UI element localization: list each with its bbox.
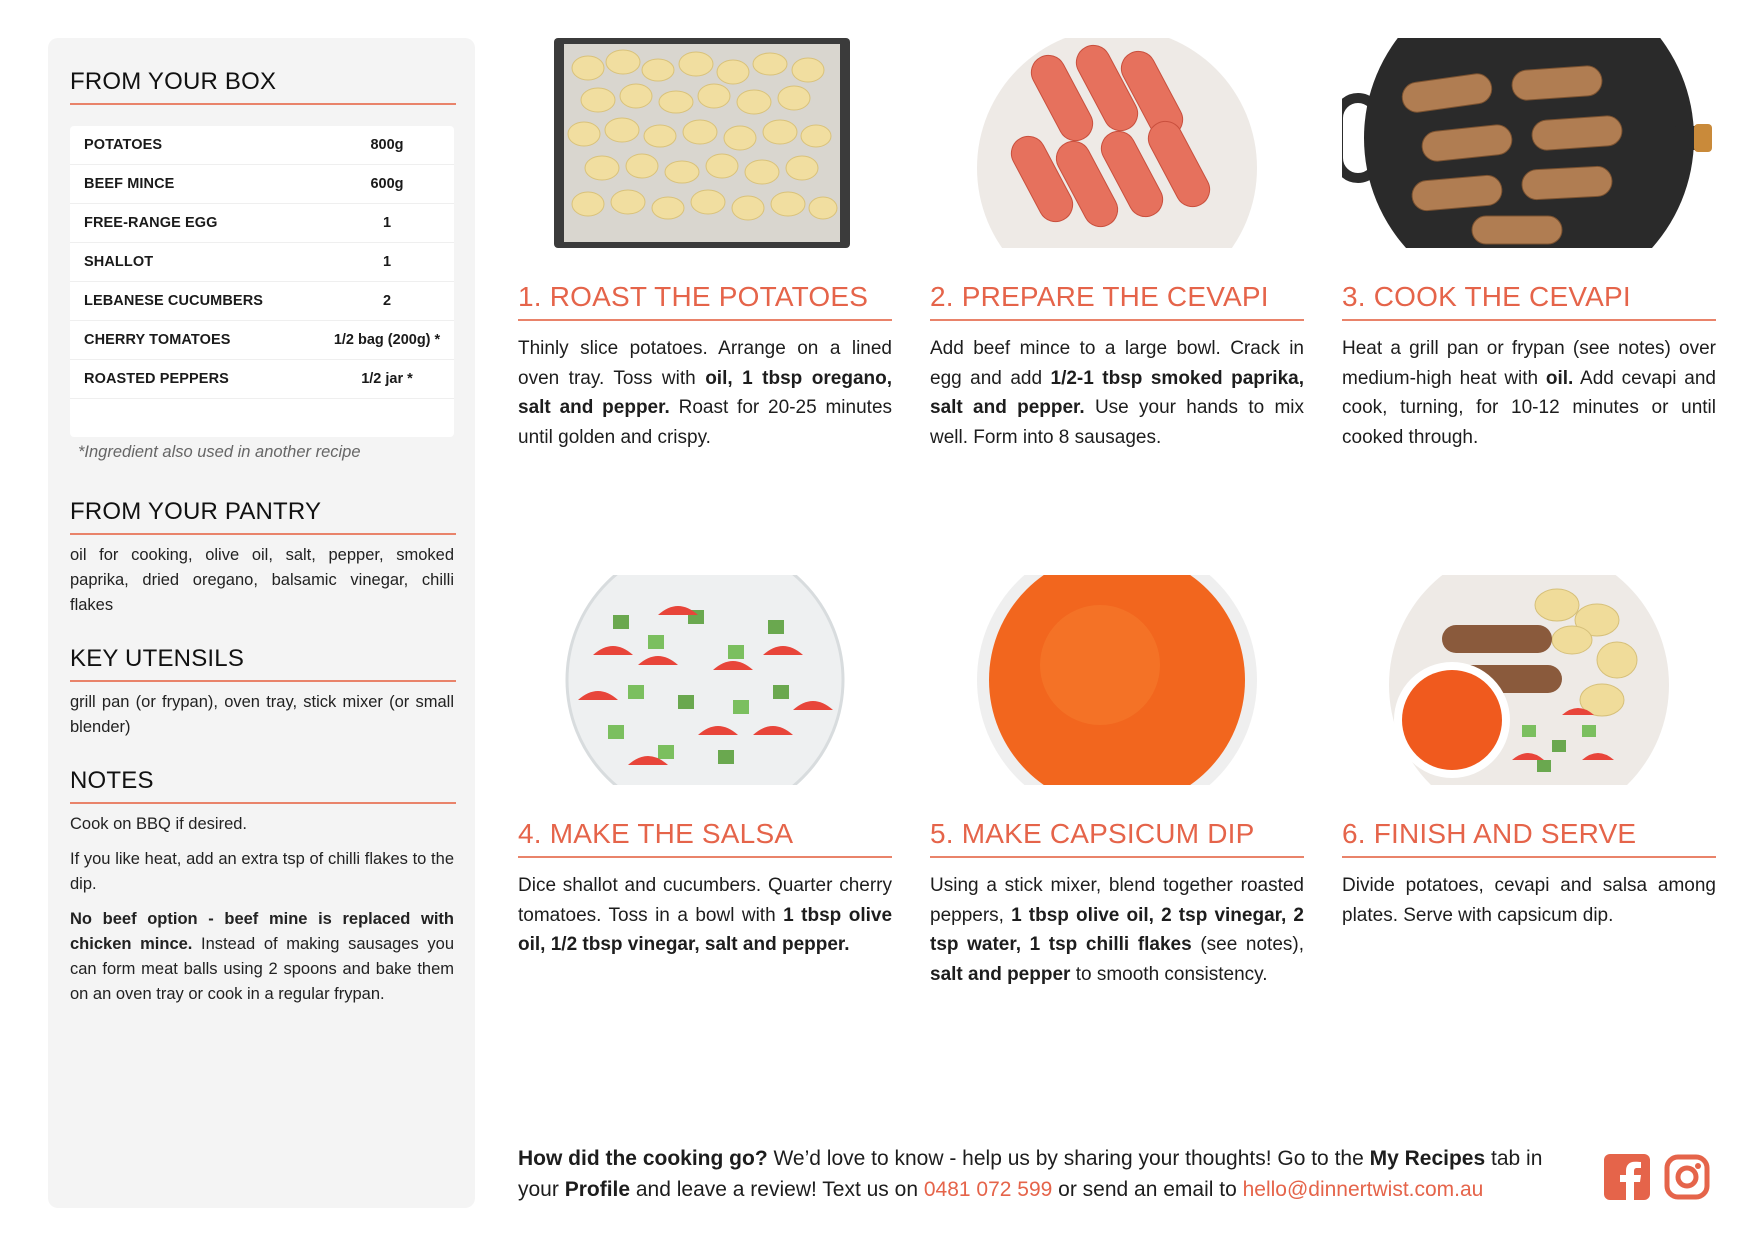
step-title: 5. MAKE CAPSICUM DIP (930, 818, 1304, 858)
ingredient-row (70, 204, 454, 243)
utensils-text: grill pan (or frypan), oven tray, stick mixer (or small blender) (70, 693, 454, 736)
step-text: Add cevapi and cook, turning, for 10-12 minutes or until cooked through. (1342, 367, 1716, 448)
step-body (1342, 871, 1716, 930)
step-text: Dice shallot and cucumbers. Quarter cherry tomatoes. Toss in a bowl with (518, 875, 892, 926)
step-ingredient-highlight: 1 tbsp olive oil, 1/2 tbsp vinegar, salt and pepper. (518, 904, 893, 955)
step-text: Using a stick mixer, blend together roasted peppers, (930, 875, 1304, 926)
potato-tray-photo-icon (518, 38, 892, 248)
step-title: 1. ROAST THE POTATOES (518, 281, 892, 321)
notes-text (70, 812, 454, 1017)
ingredient-qty: 2 (382, 293, 392, 309)
ingredient-name: POTATOES (84, 137, 163, 153)
ingredient-row (70, 321, 454, 360)
ingredient-name: ROASTED PEPPERS (84, 371, 229, 387)
salsa-bowl-photo-icon (518, 575, 892, 785)
step-ingredient-highlight: oil, 1 tbsp oregano, salt and pepper. (518, 367, 893, 418)
ingredient-row (70, 126, 454, 165)
step-body (1342, 334, 1716, 452)
ingredient-row (70, 165, 454, 204)
step-text: Use your hands to mix well. Form into 8 sausages. (930, 397, 1304, 448)
ingredient-row (70, 282, 454, 321)
served-plate-photo-icon (1342, 575, 1716, 785)
notes-title: NOTES (70, 767, 456, 804)
step-title: 4. MAKE THE SALSA (518, 818, 892, 858)
step-body (930, 334, 1304, 452)
ingredients-sidebar (48, 38, 475, 1208)
feedback-text-1: We’d love to know - help us by sharing your thoughts! Go to the (767, 1147, 1370, 1170)
step-ingredient-highlight: 1/2-1 tbsp smoked paprika, salt and pepper. (930, 367, 1304, 418)
feedback-text-3: and leave a review! Text us on (630, 1178, 924, 1201)
ingredient-qty: 800g (370, 137, 404, 153)
email-link[interactable]: hello@dinnertwist.com.au (1242, 1178, 1484, 1201)
step-text: Heat a grill pan or frypan (see notes) over medium-high heat with (1342, 338, 1716, 389)
ingredient-name: LEBANESE CUCUMBERS (84, 293, 264, 309)
ingredient-name: FREE-RANGE EGG (84, 215, 218, 231)
step-title: 3. COOK THE CEVAPI (1342, 281, 1716, 321)
step-text: to smooth consistency. (1070, 963, 1268, 985)
grill-pan-photo-icon (1342, 38, 1716, 248)
capsicum-dip-bowl-photo-icon (930, 575, 1304, 785)
ingredient-name: SHALLOT (84, 254, 154, 270)
feedback-text-2: tab in your (518, 1147, 1543, 1201)
ingredient-qty: 1 (382, 215, 392, 231)
note-no-beef-bold: No beef option - beef mine is replaced with chicken mince. (70, 910, 454, 953)
box-title: FROM YOUR BOX (70, 68, 456, 105)
profile-link[interactable]: Profile (564, 1178, 631, 1201)
step-text: Add beef mince to a large bowl. Crack in egg and add (930, 338, 1304, 389)
step-ingredient-highlight: salt and pepper (930, 963, 1071, 985)
utensils-title: KEY UTENSILS (70, 645, 456, 682)
note-bbq: Cook on BBQ if desired. (70, 815, 248, 833)
ingredients-table (70, 126, 454, 437)
ingredient-footnote: *Ingredient also used in another recipe (78, 443, 361, 461)
ingredient-row-empty (70, 399, 454, 437)
note-no-beef (70, 907, 454, 1007)
step-text: Divide potatoes, cevapi and salsa among plates. Serve with capsicum dip. (1342, 875, 1716, 926)
step-ingredient-highlight: oil. (1545, 367, 1574, 389)
feedback-question: How did the cooking go? (518, 1147, 768, 1170)
ingredient-row (70, 360, 454, 399)
ingredient-name: CHERRY TOMATOES (84, 332, 231, 348)
ingredient-row (70, 243, 454, 282)
phone-link[interactable]: 0481 072 599 (923, 1178, 1053, 1201)
step-body (930, 871, 1304, 989)
pantry-title: FROM YOUR PANTRY (70, 498, 456, 535)
feedback-text-4: or send an email to (1052, 1178, 1243, 1201)
step-title: 6. FINISH AND SERVE (1342, 818, 1716, 858)
note-no-beef-rest: Instead of making sausages you can form meat balls using 2 spoons and bake them on an oven tray or cook in a regular frypan. (70, 935, 455, 1003)
ingredient-name: BEEF MINCE (84, 176, 175, 192)
raw-cevapi-plate-photo-icon (930, 38, 1304, 248)
ingredient-qty: 1/2 bag (200g) * (333, 332, 441, 348)
my-recipes-link[interactable]: My Recipes (1369, 1147, 1486, 1170)
step-text: (see notes), (1191, 934, 1304, 955)
step-title: 2. PREPARE THE CEVAPI (930, 281, 1304, 321)
ingredient-qty: 1 (382, 254, 392, 270)
facebook-icon[interactable] (1604, 1154, 1650, 1200)
step-body (518, 334, 892, 452)
instagram-icon[interactable] (1664, 1154, 1710, 1200)
step-body (518, 871, 892, 960)
note-heat: If you like heat, add an extra tsp of chilli flakes to the dip. (70, 850, 454, 893)
pantry-text: oil for cooking, olive oil, salt, pepper, smoked paprika, dried oregano, balsamic vinegar, chilli flakes (70, 546, 454, 614)
ingredient-qty: 1/2 jar * (361, 371, 413, 387)
step-text: Thinly slice potatoes. Arrange on a lined oven tray. Toss with (518, 338, 892, 389)
step-text: Roast for 20-25 minutes until golden and crispy. (518, 397, 893, 448)
step-ingredient-highlight: 1 tbsp olive oil, 2 tsp vinegar, 2 tsp water, 1 tsp chilli flakes (930, 904, 1304, 955)
ingredient-qty: 600g (370, 176, 404, 192)
feedback-footer (518, 1143, 1568, 1205)
